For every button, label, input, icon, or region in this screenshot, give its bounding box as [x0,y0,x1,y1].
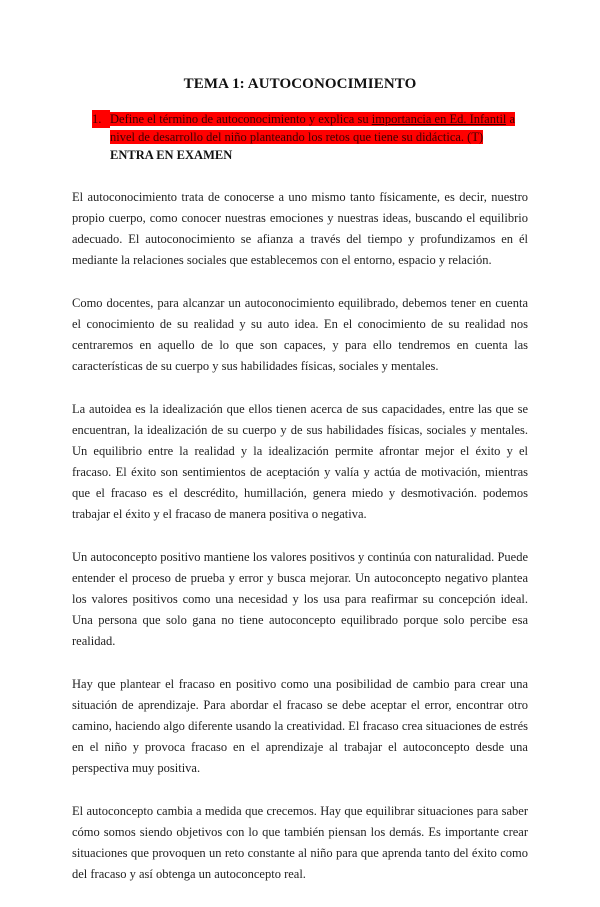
question-text-part1: Define el término de autoconocimiento y explica su [110,112,372,126]
paragraph: La autoidea es la idealización que ellos tienen acerca de sus capacidades, entre las que se encuentran, la idealización de su cuerpo y de sus habilidades físicas, sociales y mentales. Un equilibrio entre la realidad y la idealización permite afrontar mejor el éxito y el fracaso. El éxito son sentimientos de aceptación y valía y actúa de motivación, mientras que el fracaso es el descrédito, humillación, genera miedo y desmotivación. podemos trabajar el éxito y el fracaso de manera positiva o negativa. [72,402,528,521]
page-title: TEMA 1: AUTOCONOCIMIENTO [183,76,417,92]
question-text-part2: a nivel de desarrollo del niño planteando los retos que tiene su didáctica. (T) [110,112,516,144]
question-text [110,110,528,164]
exam-question [92,110,528,164]
paragraph: El autoconocimiento trata de conocerse a uno mismo tanto físicamente, es decir, nuestro propio cuerpo, como conocer nuestras emociones y nuestras ideas, buscando el equilibrio adecuado. El autoconocimiento se afianza a través del tiempo y profundizamos en él mediante la relaciones sociales que establecemos con el entorno, espacio y relación. [72,190,528,267]
paragraph: Hay que plantear el fracaso en positivo como una posibilidad de cambio para crear una situación de aprendizaje. Para abordar el fracaso se debe aceptar el error, encontrar otro camino, haciendo algo diferente usando la creatividad. El fracaso crea situaciones de estrés en el niño y provoca fracaso en el aprendizaje al trabajar el autoconcepto desde una perspectiva muy positiva. [72,677,528,775]
paragraph: El autoconcepto cambia a medida que crecemos. Hay que equilibrar situaciones para saber cómo somos siendo objetivos con lo que también piensan los demás. Es importante crear situaciones que provoquen un reto constante al niño para que aprenda tanto del éxito como del fracaso y así obtenga un autoconcepto real. [72,804,528,881]
body-text [72,187,528,907]
exam-note: ENTRA EN EXAMEN [110,148,233,162]
question-text-underlined: importancia en Ed. Infantil [371,112,507,126]
paragraph: Un autoconcepto positivo mantiene los valores positivos y continúa con naturalidad. Puede entender el proceso de prueba y error y busca mejorar. Un autoconcepto negativo plantea los valores positivos como una necesidad y los usa para reafirmar su concepción ideal. Una persona que solo gana no tiene autoconcepto equilibrado porque solo percibe esa realidad. [72,550,528,648]
question-number: 1. [92,110,110,128]
paragraph: Como docentes, para alcanzar un autoconocimiento equilibrado, debemos tener en cuenta el conocimiento de su realidad y su auto idea. En el conocimiento de su realidad nos centraremos en aquello de lo que son capaces, y para ello tendremos en cuenta las características de su cuerpo y sus habilidades físicas, sociales y mentales. [72,296,528,373]
